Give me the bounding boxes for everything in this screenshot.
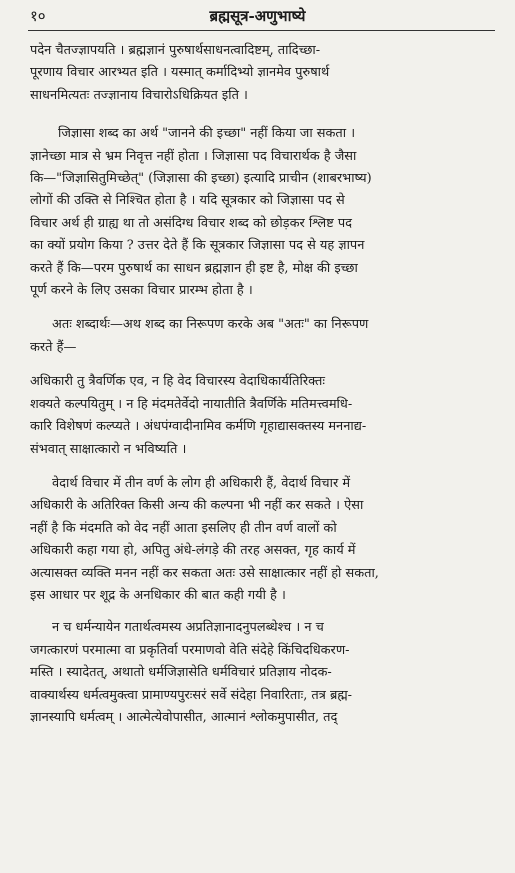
text-line: वाक्यार्थस्य धर्मत्वमुक्त्वा प्रामाण्यपुरःसरं सर्वे संदेहा निवारिताः, तत्र ब्रह्म-: [30, 687, 353, 703]
text-line: ज्ञानेच्छा मात्र से भ्रम निवृत्त नहीं होता । जिज्ञासा पद विचारार्थक है जैसा: [30, 148, 357, 164]
paragraph-sanskrit-3: [30, 617, 500, 729]
text-line: पूरणाय विचार आरभ्यत इति । यस्मात् कर्मादिभ्यो ज्ञानमेव पुरुषार्थ: [30, 65, 330, 81]
paragraph-sanskrit-1: [30, 40, 500, 107]
text-line: वेदार्थ विचार में तीन वर्ण के लोग ही अधिकारी हैं, वेदार्थ विचार में: [52, 475, 351, 491]
text-line: पूर्ण करने के लिए उसका विचार प्रारम्भ होता है ।: [30, 283, 253, 299]
text-line: जगत्कारणं परमात्मा वा प्रकृतिर्वा परमाणवो वेति संदेहे किंचिदधिकरण-: [30, 642, 350, 658]
text-line: जिज्ञासा शब्द का अर्थ "जानने की इच्छा" नहीं किया जा सकता ।: [58, 126, 356, 142]
text-line: इस आधार पर शूद्र के अनधिकार की बात कही गयी है ।: [30, 587, 286, 603]
paragraph-sanskrit-2: [30, 371, 500, 461]
text-line: लोगों की उक्ति से निश्चित होता है । यदि सूत्रकार को जिज्ञासा पद से: [30, 193, 345, 209]
text-line: मस्ति । स्यादेतत्, अथातो धर्मजिज्ञासेति धर्मविचारं प्रतिज्ञाय नोदक-: [30, 665, 332, 681]
text-line: अतः शब्दार्थः—अथ शब्द का निरूपण करके अब "अतः" का निरूपण: [52, 317, 369, 333]
text-line: ज्ञानस्यापि धर्मत्वम् । आत्मेत्येवोपासीत, आत्मानं श्लोकमुपासीत, तद्: [30, 709, 338, 725]
page-header: [0, 4, 515, 30]
paragraph-hindi-1: [30, 123, 500, 302]
text-line: नहीं है कि मंदमति को वेद नहीं आता इसलिए ही तीन वर्ण वालों को: [30, 520, 337, 536]
text-line: अधिकारी कहा गया हो, अपितु अंधे-लंगड़े की तरह असक्त, गृह कार्य में: [30, 543, 356, 559]
text-line: विचार अर्थ ही ग्राह्य था तो असंदिग्ध विचार शब्द को छोड़कर श्लिष्ट पद: [30, 215, 353, 231]
page-number: १०: [30, 7, 46, 25]
text-line: साधनमित्यतः तज्ज्ञानाय विचारोऽधिक्रियत इति ।: [30, 87, 248, 103]
text-line: कि—"जिज्ञासितुमिच्छेत्" (जिज्ञासा की इच्छा) इत्यादि प्राचीन (शाबरभाष्य): [30, 171, 372, 187]
text-line: शक्यते कल्पयितुम् । न हि मंदमतेर्वेदो नायातीति त्रैवर्णिके मतिमत्त्वमधि-: [30, 396, 353, 412]
text-line: न च धर्मन्यायेन गतार्थत्वमस्य अप्रतिज्ञानादनुपलब्धेश्च । न च: [52, 620, 324, 636]
body-text: [30, 40, 500, 729]
text-line: करते हैं—: [30, 339, 77, 355]
text-line: कारि विशेषणं कल्प्यते । अंधपंग्वादीनामिव कर्मणि गृहाद्यासक्तस्य मननाद्य-: [30, 419, 367, 435]
text-line: पदेन चैतज्ज्ञापयति । ब्रह्मज्ञानं पुरुषार्थसाधनत्वादिष्टम्, तादिच्छा-: [30, 43, 321, 58]
text-line: करते हैं कि—परम पुरुषार्थ का साधन ब्रह्मज्ञान ही इष्ट है, मोक्ष की इच्छा: [30, 260, 358, 276]
paragraph-hindi-2: [30, 473, 500, 607]
text-line: संभवात् साक्षात्कारो न भविष्यति ।: [30, 441, 187, 457]
text-line: का क्यों प्रयोग किया ? उत्तर देते हैं कि सूत्रकार जिज्ञासा पद से यह ज्ञापन: [30, 238, 365, 254]
paragraph-ataH-heading: [30, 314, 500, 359]
text-line: अधिकारी तु त्रैवर्णिक एव, न हि वेद विचारस्य वेदाधिकार्यतिरिक्तः: [30, 374, 325, 390]
text-line: अत्यासक्त व्यक्ति मनन नहीं कर सकता अतः उसे साक्षात्कार नहीं हो सकता,: [30, 565, 379, 581]
text-line: अधिकारी के अतिरिक्त किसी अन्य की कल्पना भी नहीं कर सकते । ऐसा: [30, 498, 364, 514]
header-divider: [28, 30, 495, 31]
running-title: ब्रह्मसूत्र-अणुभाष्ये: [209, 7, 306, 25]
